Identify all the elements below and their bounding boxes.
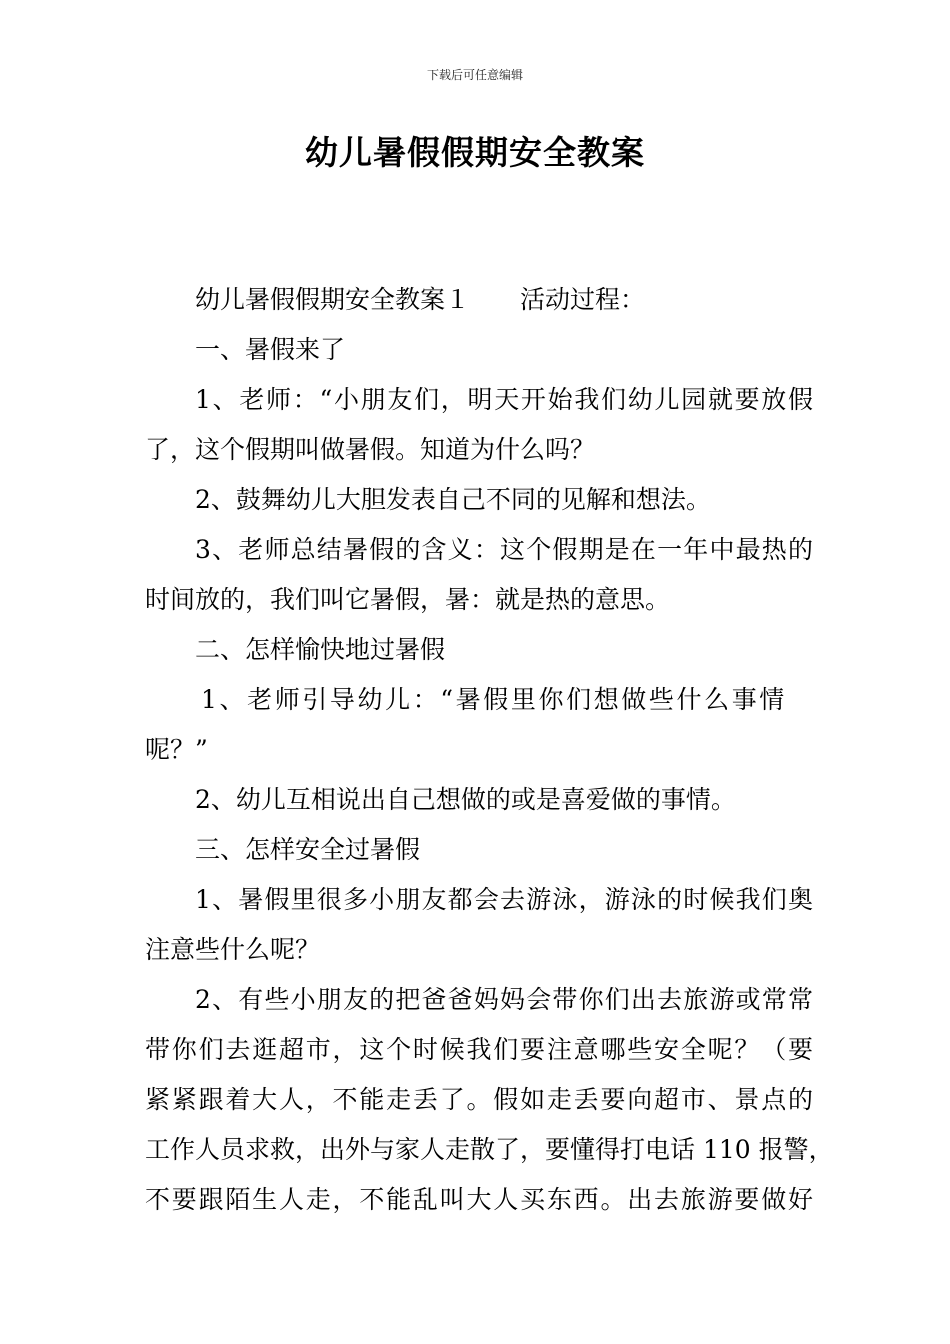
section-heading: 一、暑假来了 — [195, 335, 346, 364]
paragraph-line: 呢？” — [145, 735, 208, 764]
activity-process-label: 活动过程： — [520, 285, 646, 314]
paragraph-line: 时间放的，我们叫它暑假，暑：就是热的意思。 — [145, 585, 671, 614]
paragraph-line: 紧紧跟着大人，不能走丢了。假如走丢要向超市、景点的 — [145, 1085, 813, 1114]
section-heading: 二、怎样愉快地过暑假 — [195, 635, 446, 664]
paragraph-line: 了，这个假期叫做暑假。知道为什么吗？ — [145, 435, 596, 464]
paragraph-line: 1、暑假里很多小朋友都会去游泳，游泳的时候我们奥 — [195, 885, 813, 914]
section-heading: 三、怎样安全过暑假 — [195, 835, 421, 864]
paragraph-line: 1、老师：“小朋友们，明天开始我们幼儿园就要放假 — [195, 385, 813, 414]
document-body — [145, 275, 834, 1225]
paragraph-line: 1、老师引导幼儿：“暑假里你们想做些什么事情 — [201, 685, 787, 714]
paragraph-line: 工作人员求救，出外与家人走散了，要懂得打电话 110 报警， — [145, 1135, 834, 1164]
paragraph-line: 3、老师总结暑假的含义：这个假期是在一年中最热的 — [195, 535, 813, 564]
intro-line — [145, 275, 813, 325]
paragraph-line: 2、有些小朋友的把爸爸妈妈会带你们出去旅游或常常 — [195, 985, 813, 1014]
lesson-heading: 幼儿暑假假期安全教案１ — [195, 285, 471, 314]
paragraph-line: 2、鼓舞幼儿大胆发表自己不同的见解和想法。 — [195, 485, 711, 514]
paragraph-line: 不要跟陌生人走，不能乱叫大人买东西。出去旅游要做好 — [145, 1185, 813, 1214]
paragraph-line: 带你们去逛超市，这个时候我们要注意哪些安全呢？（要 — [145, 1035, 813, 1064]
paragraph-line: 注意些什么呢？ — [145, 935, 321, 964]
paragraph-line: 2、幼儿互相说出自己想做的或是喜爱做的事情。 — [195, 785, 736, 814]
page-header: 下载后可任意编辑 — [426, 68, 523, 82]
document-title: 幼儿暑假假期安全教案 — [305, 133, 645, 172]
